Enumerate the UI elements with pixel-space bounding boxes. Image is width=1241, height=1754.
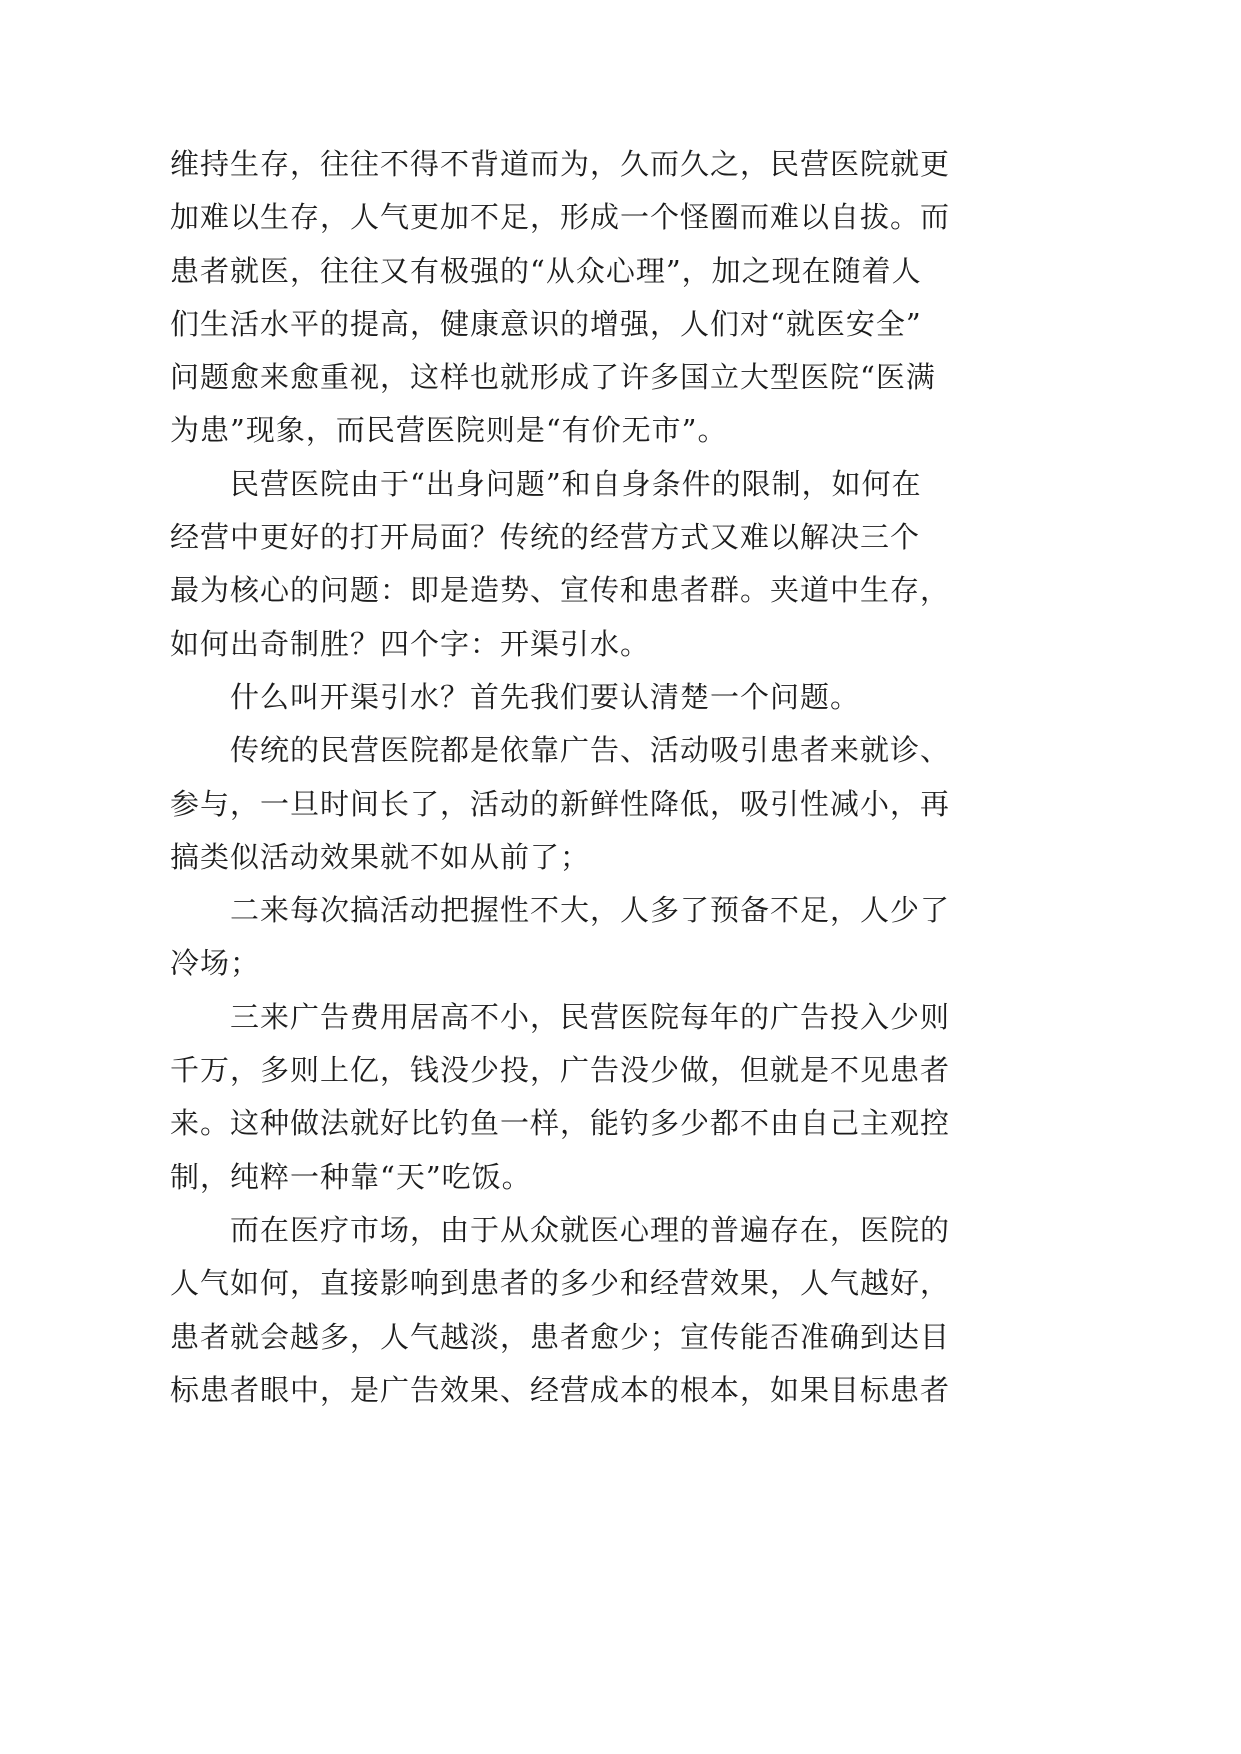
text-line: 民营医院由于“出身问题”和自身条件的限制，如何在 <box>230 466 922 501</box>
body-text <box>170 138 990 1417</box>
text-line: 经营中更好的打开局面？传统的经营方式又难以解决三个 <box>170 520 921 555</box>
text-line: 们生活水平的提高，健康意识的增强，人们对“就医安全” <box>170 306 922 341</box>
text-line: 而在医疗市场，由于从众就医心理的普遍存在，医院的 <box>230 1212 951 1247</box>
text-line: 二来每次搞活动把握性不大，人多了预备不足，人少了 <box>230 893 951 928</box>
text-line: 如何出奇制胜？四个字：开渠引水。 <box>170 626 651 661</box>
text-line: 三来广告费用居高不小，民营医院每年的广告投入少则 <box>230 999 951 1034</box>
paragraph <box>170 138 990 458</box>
text-line: 制，纯粹一种靠“天”吃饭。 <box>170 1159 532 1194</box>
text-line: 患者就医，往往又有极强的“从众心理”，加之现在随着人 <box>170 253 922 288</box>
text-line: 加难以生存，人气更加不足，形成一个怪圈而难以自拔。而 <box>170 200 951 235</box>
text-line: 问题愈来愈重视，这样也就形成了许多国立大型医院“医满 <box>170 360 936 395</box>
text-line: 最为核心的问题：即是造势、宣传和患者群。夹道中生存， <box>170 573 951 608</box>
text-line: 人气如何，直接影响到患者的多少和经营效果，人气越好， <box>170 1266 951 1301</box>
text-line: 什么叫开渠引水？首先我们要认清楚一个问题。 <box>230 679 861 714</box>
text-line: 搞类似活动效果就不如从前了； <box>170 839 591 874</box>
paragraph <box>170 991 990 1204</box>
text-line: 维持生存，往往不得不背道而为，久而久之，民营医院就更 <box>170 147 951 181</box>
text-line: 参与，一旦时间长了，活动的新鲜性降低，吸引性减小，再 <box>170 786 951 821</box>
text-line: 为患”现象，而民营医院则是“有价无市”。 <box>170 413 728 448</box>
paragraph <box>170 671 990 724</box>
text-line: 传统的民营医院都是依靠广告、活动吸引患者来就诊、 <box>230 733 951 768</box>
text-line: 患者就会越多，人气越淡，患者愈少；宣传能否准确到达目 <box>170 1319 951 1354</box>
text-line: 标患者眼中，是广告效果、经营成本的根本，如果目标患者 <box>170 1372 951 1407</box>
text-line: 千万，多则上亿，钱没少投，广告没少做，但就是不见患者 <box>170 1053 951 1088</box>
text-line: 来。这种做法就好比钓鱼一样，能钓多少都不由自己主观控 <box>170 1106 951 1141</box>
paragraph <box>170 724 990 884</box>
paragraph <box>170 458 990 671</box>
text-line: 冷场； <box>170 946 261 981</box>
paragraph <box>170 884 990 991</box>
paragraph <box>170 1204 990 1417</box>
